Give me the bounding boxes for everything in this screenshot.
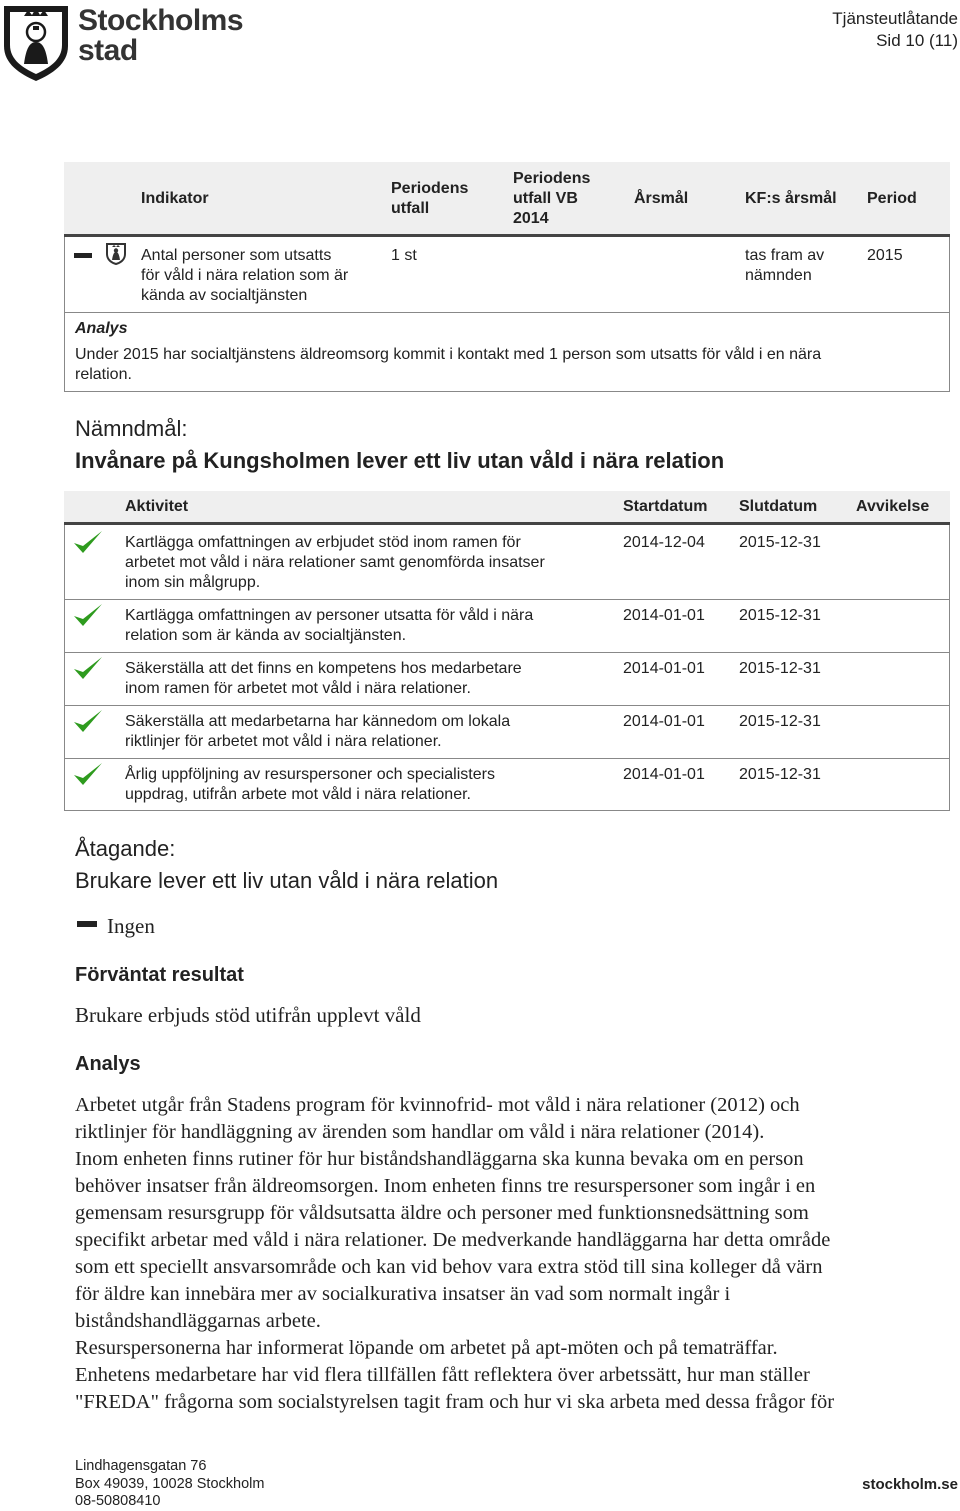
activity-end: 2015-12-31 (739, 607, 821, 624)
analys-paragraph (75, 1092, 945, 1416)
indicator-arsmal-line: tas fram av (745, 247, 825, 264)
page-number: Sid 10 (11) (876, 31, 958, 50)
indicator-name (141, 246, 348, 306)
activity-line: Säkerställa att medarbetarna har kännedom om lokala (125, 713, 511, 730)
commitment-status: Ingen (107, 914, 155, 938)
col-startdatum: Startdatum (623, 498, 708, 515)
indicator-analys-text (75, 345, 945, 385)
indicator-kf-arsmal (745, 246, 824, 286)
col-vb-line: Periodens (513, 170, 591, 187)
activity-start: 2014-01-01 (623, 607, 705, 624)
activity-start: 2014-01-01 (623, 713, 705, 730)
dash-status-icon (74, 253, 92, 258)
col-indikator: Indikator (141, 190, 209, 207)
activity-description (125, 533, 545, 593)
activity-end: 2015-12-31 (739, 766, 821, 783)
col-periodens-utfall-line: utfall (391, 200, 430, 217)
activity-description (125, 606, 533, 646)
activity-line: arbetet mot våld i nära relationer samt genomförda insatser (125, 554, 545, 571)
row-divider (64, 758, 950, 759)
col-period: Period (867, 190, 917, 207)
checkmark-icon (72, 760, 104, 788)
footer-address-line: Lindhagensgatan 76 (75, 1458, 207, 1474)
activity-start: 2014-01-01 (623, 766, 705, 783)
stockholm-logo-icon (2, 2, 70, 82)
activity-description (125, 712, 510, 752)
analys-line: för äldre kan innebära mer av socialkurativa insatser än vad som normalt ingår i (75, 1283, 731, 1305)
goal-title: Invånare på Kungsholmen lever ett liv utan våld i nära relation (75, 448, 725, 473)
row-divider (64, 599, 950, 600)
row-divider (64, 652, 950, 653)
footer-phone: 08-50808410 (75, 1493, 161, 1509)
col-aktivitet: Aktivitet (125, 498, 189, 515)
indicator-table-divider (64, 312, 950, 313)
dash-status-icon (77, 921, 97, 927)
activity-description (125, 659, 522, 699)
indicator-name-line: för våld i nära relation som är (141, 267, 349, 284)
analys-line: behöver insatser från äldreomsorgen. Inom enheten finns tre resurspersoner som ingår i en (75, 1175, 816, 1197)
analys-line: riktlinjer för handläggning av ärenden som handlar om våld i nära relationer (2014). (75, 1121, 765, 1143)
col-periodens-utfall (391, 179, 468, 219)
indicator-name-line: Antal personer som utsatts (141, 247, 332, 264)
indicator-arsmal-line: nämnden (745, 267, 812, 284)
analys-line: Resurspersonerna har informerat löpande om arbetet på apt-möten och på tematräffar. (75, 1337, 778, 1359)
checkmark-icon (72, 528, 104, 556)
row-divider (64, 705, 950, 706)
activity-description (125, 765, 495, 805)
document-type: Tjänsteutlåtande (832, 9, 958, 28)
activity-end: 2015-12-31 (739, 660, 821, 677)
col-slutdatum: Slutdatum (739, 498, 818, 515)
commitment-title: Brukare lever ett liv utan våld i nära relation (75, 868, 499, 893)
activity-line: uppdrag, utifrån arbete mot våld i nära relationer. (125, 786, 471, 803)
col-periodens-utfall-line: Periodens (391, 180, 469, 197)
activity-line: Årlig uppföljning av resurspersoner och specialisters (125, 766, 495, 783)
footer-website-link[interactable]: stockholm.se (862, 1476, 958, 1493)
analys-line: biståndshandläggarnas arbete. (75, 1310, 321, 1332)
expected-result-heading: Förväntat resultat (75, 964, 244, 986)
col-vb-line: utfall VB (513, 190, 578, 207)
activity-end: 2015-12-31 (739, 713, 821, 730)
logo-wordmark (78, 6, 243, 66)
analys-line: Inom enheten finns rutiner för hur biståndshandläggarna ska kunna bevaka om en person (75, 1148, 804, 1170)
col-arsmal: Årsmål (634, 190, 689, 207)
activity-end: 2015-12-31 (739, 534, 821, 551)
col-vb-line: 2014 (513, 210, 549, 227)
analys-line: Enhetens medarbetare har vid flera tillfällen fått reflektera över arbetssätt, hur man ställer (75, 1364, 810, 1386)
footer-address-line: Box 49039, 10028 Stockholm (75, 1475, 265, 1492)
indicator-period: 2015 (867, 247, 903, 264)
footer-address (75, 1458, 264, 1511)
activity-line: Säkerställa att det finns en kompetens hos medarbetare (125, 660, 522, 677)
activity-start: 2014-01-01 (623, 660, 705, 677)
activity-line: inom sin målgrupp. (125, 574, 261, 591)
analys-heading: Analys (75, 1053, 141, 1075)
analys-line: relation. (75, 366, 132, 383)
analys-line: Arbetet utgår från Stadens program för kvinnofrid- mot våld i nära relationer (2012) och (75, 1094, 800, 1116)
activity-line: Kartlägga omfattningen av erbjudet stöd inom ramen för (125, 534, 521, 551)
logo-line-2: stad (78, 34, 138, 67)
commitment-label: Åtagande: (75, 836, 176, 861)
col-avvikelse: Avvikelse (856, 498, 930, 515)
activity-line: inom ramen för arbetet mot våld i nära relationer. (125, 680, 471, 697)
analys-line: "FREDA" frågorna som socialstyrelsen tagit fram och hur vi ska arbeta med dessa frågor för (75, 1391, 835, 1413)
activity-line: Kartlägga omfattningen av personer utsatta för våld i nära (125, 607, 534, 624)
analys-line: Under 2015 har socialtjänstens äldreomsorg kommit i kontakt med 1 person som utsatts för våld i en nära (75, 346, 822, 363)
col-kf-arsmal: KF:s årsmål (745, 190, 837, 207)
activity-line: riktlinjer för arbetet mot våld i nära relationer. (125, 733, 442, 750)
document-header (832, 8, 958, 52)
analys-line: som ett speciellt ansvarsområde och kan vid behov vara extra stöd till sina kolleger då värn (75, 1256, 823, 1278)
city-shield-icon (106, 243, 126, 265)
indicator-utfall: 1 st (391, 247, 417, 264)
checkmark-icon (72, 707, 104, 735)
indicator-name-line: kända av socialtjänsten (141, 287, 308, 304)
goal-label: Nämndmål: (75, 416, 188, 441)
logo-line-1: Stockholms (78, 4, 244, 37)
analys-line: gemensam resursgrupp för våldsutsatta äldre och personer med funktionsnedsättning som (75, 1202, 809, 1224)
checkmark-icon (72, 654, 104, 682)
indicator-analys-label: Analys (75, 320, 128, 337)
analys-line: specifikt arbetar med våld i nära relationer. De medverkande handläggarna har detta område (75, 1229, 831, 1251)
expected-result-text: Brukare erbjuds stöd utifrån upplevt våld (75, 1003, 421, 1027)
activity-start: 2014-12-04 (623, 534, 705, 551)
col-periodens-utfall-vb (513, 169, 590, 229)
activity-line: relation som är kända av socialtjänsten. (125, 627, 407, 644)
checkmark-icon (72, 601, 104, 629)
